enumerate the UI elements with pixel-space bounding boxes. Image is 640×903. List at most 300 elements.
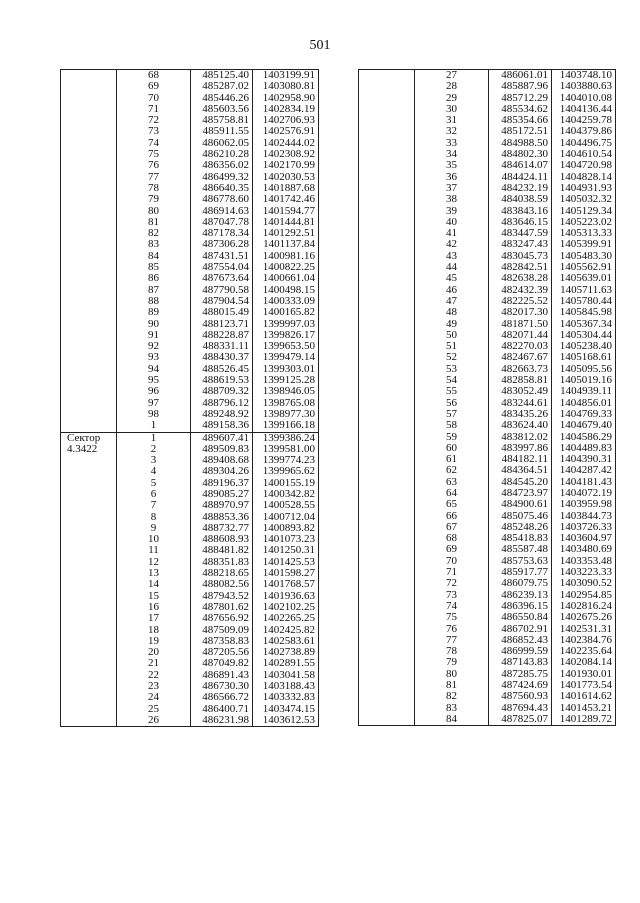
y-coordinate-cell: 1399125.28	[253, 375, 319, 386]
table-row	[61, 523, 319, 534]
sector-cell	[61, 489, 117, 500]
x-coordinate-cell: 487358.83	[191, 636, 253, 647]
x-coordinate-cell: 484038.59	[489, 194, 552, 205]
y-coordinate-cell: 1403474.15	[253, 704, 319, 715]
y-coordinate-cell: 1404287.42	[552, 465, 616, 476]
point-number-cell: 63	[415, 477, 489, 488]
table-row	[61, 81, 319, 92]
sector-cell	[61, 681, 117, 692]
table-row	[61, 149, 319, 160]
x-coordinate-cell: 484802.30	[489, 149, 552, 160]
coordinates-table-left	[60, 69, 319, 727]
point-number-cell: 92	[117, 341, 191, 352]
sector-cell: 4.3422	[61, 444, 117, 455]
x-coordinate-cell: 488709.32	[191, 386, 253, 397]
x-coordinate-cell: 483447.59	[489, 228, 552, 239]
x-coordinate-cell: 485075.46	[489, 511, 552, 522]
x-coordinate-cell: 484614.07	[489, 160, 552, 171]
x-coordinate-cell: 486891.43	[191, 670, 253, 681]
y-coordinate-cell: 1402738.89	[253, 647, 319, 658]
table-row	[359, 511, 616, 522]
x-coordinate-cell: 486062.05	[191, 138, 253, 149]
sector-cell	[61, 330, 117, 341]
table-row	[359, 115, 616, 126]
point-number-cell: 64	[415, 488, 489, 499]
x-coordinate-cell: 486778.60	[191, 194, 253, 205]
y-coordinate-cell: 1405562.91	[552, 262, 616, 273]
sector-cell	[359, 262, 415, 273]
point-number-cell: 78	[415, 646, 489, 657]
y-coordinate-cell: 1402891.55	[253, 658, 319, 669]
point-number-cell: 72	[415, 578, 489, 589]
sector-cell	[359, 172, 415, 183]
sector-cell	[359, 714, 415, 726]
y-coordinate-cell: 1399581.00	[253, 444, 319, 455]
sector-cell	[61, 591, 117, 602]
table-row	[359, 477, 616, 488]
sector-cell	[61, 138, 117, 149]
y-coordinate-cell: 1403612.53	[253, 715, 319, 727]
x-coordinate-cell: 488796.12	[191, 398, 253, 409]
x-coordinate-cell: 485911.55	[191, 126, 253, 137]
y-coordinate-cell: 1400165.82	[253, 307, 319, 318]
y-coordinate-cell: 1405168.61	[552, 352, 616, 363]
point-number-cell: 40	[415, 217, 489, 228]
table-row	[359, 691, 616, 702]
sector-cell	[61, 658, 117, 669]
y-coordinate-cell: 1401250.31	[253, 545, 319, 556]
point-number-cell: 81	[415, 680, 489, 691]
point-number-cell: 81	[117, 217, 191, 228]
table-row	[61, 715, 319, 727]
y-coordinate-cell: 1403604.97	[552, 533, 616, 544]
point-number-cell: 74	[117, 138, 191, 149]
table-row	[359, 183, 616, 194]
sector-cell	[359, 93, 415, 104]
x-coordinate-cell: 488430.37	[191, 352, 253, 363]
x-coordinate-cell: 483045.73	[489, 251, 552, 262]
point-number-cell: 78	[117, 183, 191, 194]
sector-cell	[61, 375, 117, 386]
y-coordinate-cell: 1404856.01	[552, 398, 616, 409]
x-coordinate-cell: 488082.56	[191, 579, 253, 590]
x-coordinate-cell: 487047.78	[191, 217, 253, 228]
sector-cell	[359, 691, 415, 702]
table-row	[359, 601, 616, 612]
table-row	[61, 115, 319, 126]
y-coordinate-cell: 1403199.91	[253, 70, 319, 82]
point-number-cell: 67	[415, 522, 489, 533]
y-coordinate-cell: 1401444.81	[253, 217, 319, 228]
y-coordinate-cell: 1401073.23	[253, 534, 319, 545]
sector-cell	[61, 715, 117, 727]
sector-cell	[359, 454, 415, 465]
x-coordinate-cell: 483843.16	[489, 206, 552, 217]
table-row	[61, 307, 319, 318]
sector-cell	[61, 206, 117, 217]
y-coordinate-cell: 1404769.33	[552, 409, 616, 420]
y-coordinate-cell: 1403188.43	[253, 681, 319, 692]
x-coordinate-cell: 486914.63	[191, 206, 253, 217]
sector-cell	[359, 477, 415, 488]
sector-cell	[61, 602, 117, 613]
sector-cell	[359, 319, 415, 330]
table-row	[359, 612, 616, 623]
y-coordinate-cell: 1402030.53	[253, 172, 319, 183]
x-coordinate-cell: 485172.51	[489, 126, 552, 137]
table-row	[359, 93, 616, 104]
y-coordinate-cell: 1398765.08	[253, 398, 319, 409]
sector-cell	[61, 81, 117, 92]
sector-cell	[359, 70, 415, 82]
sector-cell	[359, 567, 415, 578]
y-coordinate-cell: 1401598.27	[253, 568, 319, 579]
x-coordinate-cell: 487424.69	[489, 680, 552, 691]
x-coordinate-cell: 482432.39	[489, 285, 552, 296]
table-row	[61, 557, 319, 568]
point-number-cell: 73	[117, 126, 191, 137]
table-row	[61, 364, 319, 375]
x-coordinate-cell: 486550.84	[489, 612, 552, 623]
point-number-cell: 82	[117, 228, 191, 239]
point-number-cell: 44	[415, 262, 489, 273]
point-number-cell: 71	[117, 104, 191, 115]
sector-cell	[359, 386, 415, 397]
point-number-cell: 42	[415, 239, 489, 250]
point-number-cell: 53	[415, 364, 489, 375]
table-row	[359, 375, 616, 386]
y-coordinate-cell: 1402958.90	[253, 93, 319, 104]
table-row	[61, 670, 319, 681]
point-number-cell: 1	[117, 420, 191, 432]
point-number-cell: 8	[117, 512, 191, 523]
y-coordinate-cell: 1405780.44	[552, 296, 616, 307]
point-number-cell: 93	[117, 352, 191, 363]
point-number-cell: 75	[117, 149, 191, 160]
table-row	[61, 568, 319, 579]
point-number-cell: 47	[415, 296, 489, 307]
point-number-cell: 9	[117, 523, 191, 534]
point-number-cell: 28	[415, 81, 489, 92]
y-coordinate-cell: 1405399.91	[552, 239, 616, 250]
table-row	[61, 273, 319, 284]
y-coordinate-cell: 1400981.16	[253, 251, 319, 262]
sector-cell	[359, 703, 415, 714]
x-coordinate-cell: 488015.49	[191, 307, 253, 318]
sector-cell	[61, 160, 117, 171]
point-number-cell: 70	[415, 556, 489, 567]
sector-cell	[61, 545, 117, 556]
sector-cell	[359, 228, 415, 239]
x-coordinate-cell: 487943.52	[191, 591, 253, 602]
sector-cell	[61, 285, 117, 296]
table-row	[359, 194, 616, 205]
y-coordinate-cell: 1404136.44	[552, 104, 616, 115]
y-coordinate-cell: 1404720.98	[552, 160, 616, 171]
sector-cell	[359, 307, 415, 318]
x-coordinate-cell: 483244.61	[489, 398, 552, 409]
y-coordinate-cell: 1403880.63	[552, 81, 616, 92]
y-coordinate-cell: 1404939.11	[552, 386, 616, 397]
y-coordinate-cell: 1399826.17	[253, 330, 319, 341]
point-number-cell: 48	[415, 307, 489, 318]
y-coordinate-cell: 1405639.01	[552, 273, 616, 284]
table-row	[359, 262, 616, 273]
y-coordinate-cell: 1405845.98	[552, 307, 616, 318]
point-number-cell: 69	[117, 81, 191, 92]
x-coordinate-cell: 489196.37	[191, 478, 253, 489]
point-number-cell: 90	[117, 319, 191, 330]
point-number-cell: 55	[415, 386, 489, 397]
point-number-cell: 43	[415, 251, 489, 262]
sector-cell	[359, 81, 415, 92]
table-row	[359, 657, 616, 668]
table-row	[61, 228, 319, 239]
x-coordinate-cell: 485248.26	[489, 522, 552, 533]
y-coordinate-cell: 1400333.09	[253, 296, 319, 307]
x-coordinate-cell: 487673.64	[191, 273, 253, 284]
x-coordinate-cell: 487825.07	[489, 714, 552, 726]
sector-cell	[359, 194, 415, 205]
y-coordinate-cell: 1403844.73	[552, 511, 616, 522]
y-coordinate-cell: 1399303.01	[253, 364, 319, 375]
y-coordinate-cell: 1405019.16	[552, 375, 616, 386]
sector-cell	[61, 217, 117, 228]
point-number-cell: 39	[415, 206, 489, 217]
point-number-cell: 29	[415, 93, 489, 104]
sector-cell	[61, 115, 117, 126]
sector-cell	[359, 138, 415, 149]
y-coordinate-cell: 1402384.76	[552, 635, 616, 646]
x-coordinate-cell: 486239.13	[489, 590, 552, 601]
table-row	[359, 217, 616, 228]
point-number-cell: 36	[415, 172, 489, 183]
y-coordinate-cell: 1405711.63	[552, 285, 616, 296]
y-coordinate-cell: 1401936.63	[253, 591, 319, 602]
sector-cell	[359, 149, 415, 160]
point-number-cell: 23	[117, 681, 191, 692]
table-row	[359, 522, 616, 533]
table-row	[61, 217, 319, 228]
y-coordinate-cell: 1401137.84	[253, 239, 319, 250]
table-row	[359, 499, 616, 510]
table-row	[359, 488, 616, 499]
x-coordinate-cell: 486061.01	[489, 70, 552, 82]
y-coordinate-cell: 1404496.75	[552, 138, 616, 149]
point-number-cell: 30	[415, 104, 489, 115]
table-row	[359, 556, 616, 567]
y-coordinate-cell: 1404828.14	[552, 172, 616, 183]
point-number-cell: 75	[415, 612, 489, 623]
point-number-cell: 33	[415, 138, 489, 149]
x-coordinate-cell: 483624.40	[489, 420, 552, 431]
y-coordinate-cell: 1398977.30	[253, 409, 319, 420]
y-coordinate-cell: 1402308.92	[253, 149, 319, 160]
x-coordinate-cell: 486499.32	[191, 172, 253, 183]
point-number-cell: 11	[117, 545, 191, 556]
sector-cell	[61, 670, 117, 681]
x-coordinate-cell: 484182.11	[489, 454, 552, 465]
x-coordinate-cell: 487205.56	[191, 647, 253, 658]
table-row	[359, 635, 616, 646]
point-number-cell: 97	[117, 398, 191, 409]
point-number-cell: 68	[415, 533, 489, 544]
point-number-cell: 13	[117, 568, 191, 579]
y-coordinate-cell: 1405367.34	[552, 319, 616, 330]
y-coordinate-cell: 1403748.10	[552, 70, 616, 82]
sector-cell	[61, 262, 117, 273]
table-row	[359, 443, 616, 454]
sector-cell	[359, 183, 415, 194]
sector-cell	[359, 273, 415, 284]
sector-cell	[61, 579, 117, 590]
point-number-cell: 96	[117, 386, 191, 397]
table-row	[61, 296, 319, 307]
table-row	[61, 478, 319, 489]
y-coordinate-cell: 1402583.61	[253, 636, 319, 647]
point-number-cell: 51	[415, 341, 489, 352]
x-coordinate-cell: 483247.43	[489, 239, 552, 250]
x-coordinate-cell: 489304.26	[191, 466, 253, 477]
x-coordinate-cell: 488123.71	[191, 319, 253, 330]
y-coordinate-cell: 1405483.30	[552, 251, 616, 262]
sector-cell	[61, 364, 117, 375]
point-number-cell: 84	[117, 251, 191, 262]
point-number-cell: 49	[415, 319, 489, 330]
sector-cell	[61, 386, 117, 397]
table-row	[61, 352, 319, 363]
y-coordinate-cell: 1400661.04	[253, 273, 319, 284]
x-coordinate-cell: 485125.40	[191, 70, 253, 82]
x-coordinate-cell: 482017.30	[489, 307, 552, 318]
x-coordinate-cell: 486730.30	[191, 681, 253, 692]
sector-cell	[359, 432, 415, 443]
sector-cell	[359, 635, 415, 646]
point-number-cell: 61	[415, 454, 489, 465]
point-number-cell: 62	[415, 465, 489, 476]
x-coordinate-cell: 483435.26	[489, 409, 552, 420]
y-coordinate-cell: 1398946.05	[253, 386, 319, 397]
y-coordinate-cell: 1402444.02	[253, 138, 319, 149]
x-coordinate-cell: 482638.28	[489, 273, 552, 284]
point-number-cell: 50	[415, 330, 489, 341]
x-coordinate-cell: 487656.92	[191, 613, 253, 624]
y-coordinate-cell: 1402425.82	[253, 625, 319, 636]
x-coordinate-cell: 487801.62	[191, 602, 253, 613]
x-coordinate-cell: 488331.11	[191, 341, 253, 352]
x-coordinate-cell: 489085.27	[191, 489, 253, 500]
point-number-cell: 94	[117, 364, 191, 375]
sector-cell	[61, 455, 117, 466]
table-row	[61, 512, 319, 523]
point-number-cell: 70	[117, 93, 191, 104]
x-coordinate-cell: 488481.82	[191, 545, 253, 556]
point-number-cell: 80	[415, 669, 489, 680]
x-coordinate-cell: 484723.97	[489, 488, 552, 499]
sector-cell	[359, 624, 415, 635]
y-coordinate-cell: 1399479.14	[253, 352, 319, 363]
table-row	[61, 138, 319, 149]
y-coordinate-cell: 1401292.51	[253, 228, 319, 239]
x-coordinate-cell: 488608.93	[191, 534, 253, 545]
sector-cell	[359, 544, 415, 555]
x-coordinate-cell: 485603.56	[191, 104, 253, 115]
sector-cell	[359, 104, 415, 115]
y-coordinate-cell: 1400498.15	[253, 285, 319, 296]
table-row	[61, 466, 319, 477]
table-row	[61, 455, 319, 466]
point-number-cell: 1	[117, 432, 191, 444]
table-row	[359, 239, 616, 250]
point-number-cell: 15	[117, 591, 191, 602]
y-coordinate-cell: 1399774.23	[253, 455, 319, 466]
y-coordinate-cell: 1404379.86	[552, 126, 616, 137]
point-number-cell: 79	[117, 194, 191, 205]
sector-cell	[61, 466, 117, 477]
point-number-cell: 91	[117, 330, 191, 341]
table-row	[61, 420, 319, 432]
sector-cell	[61, 647, 117, 658]
x-coordinate-cell: 487285.75	[489, 669, 552, 680]
sector-cell	[61, 307, 117, 318]
sector-cell	[359, 533, 415, 544]
point-number-cell: 20	[117, 647, 191, 658]
x-coordinate-cell: 483646.15	[489, 217, 552, 228]
y-coordinate-cell: 1403041.58	[253, 670, 319, 681]
y-coordinate-cell: 1403480.69	[552, 544, 616, 555]
y-coordinate-cell: 1404489.83	[552, 443, 616, 454]
table-row	[61, 375, 319, 386]
x-coordinate-cell: 487554.04	[191, 262, 253, 273]
table-row	[61, 285, 319, 296]
sector-cell	[61, 557, 117, 568]
x-coordinate-cell: 486702.91	[489, 624, 552, 635]
sector-cell	[359, 341, 415, 352]
x-coordinate-cell: 486210.28	[191, 149, 253, 160]
x-coordinate-cell: 482071.44	[489, 330, 552, 341]
x-coordinate-cell: 489509.83	[191, 444, 253, 455]
table-row	[61, 636, 319, 647]
point-number-cell: 83	[117, 239, 191, 250]
table-row	[359, 70, 616, 82]
table-row	[359, 386, 616, 397]
y-coordinate-cell: 1401768.57	[253, 579, 319, 590]
table-row	[359, 590, 616, 601]
sector-cell	[359, 375, 415, 386]
point-number-cell: 52	[415, 352, 489, 363]
page-number: 501	[309, 38, 331, 53]
table-row	[359, 420, 616, 431]
x-coordinate-cell: 482663.73	[489, 364, 552, 375]
sector-cell	[359, 511, 415, 522]
sector-cell	[61, 500, 117, 511]
y-coordinate-cell: 1403332.83	[253, 692, 319, 703]
y-coordinate-cell: 1401614.62	[552, 691, 616, 702]
sector-cell	[359, 398, 415, 409]
x-coordinate-cell: 482467.67	[489, 352, 552, 363]
point-number-cell: 37	[415, 183, 489, 194]
sector-cell	[61, 352, 117, 363]
y-coordinate-cell: 1404931.93	[552, 183, 616, 194]
x-coordinate-cell: 486999.59	[489, 646, 552, 657]
y-coordinate-cell: 1399166.18	[253, 420, 319, 432]
point-number-cell: 38	[415, 194, 489, 205]
point-number-cell: 95	[117, 375, 191, 386]
sector-cell	[61, 613, 117, 624]
table-row	[61, 70, 319, 82]
x-coordinate-cell: 484900.61	[489, 499, 552, 510]
table-row	[359, 398, 616, 409]
